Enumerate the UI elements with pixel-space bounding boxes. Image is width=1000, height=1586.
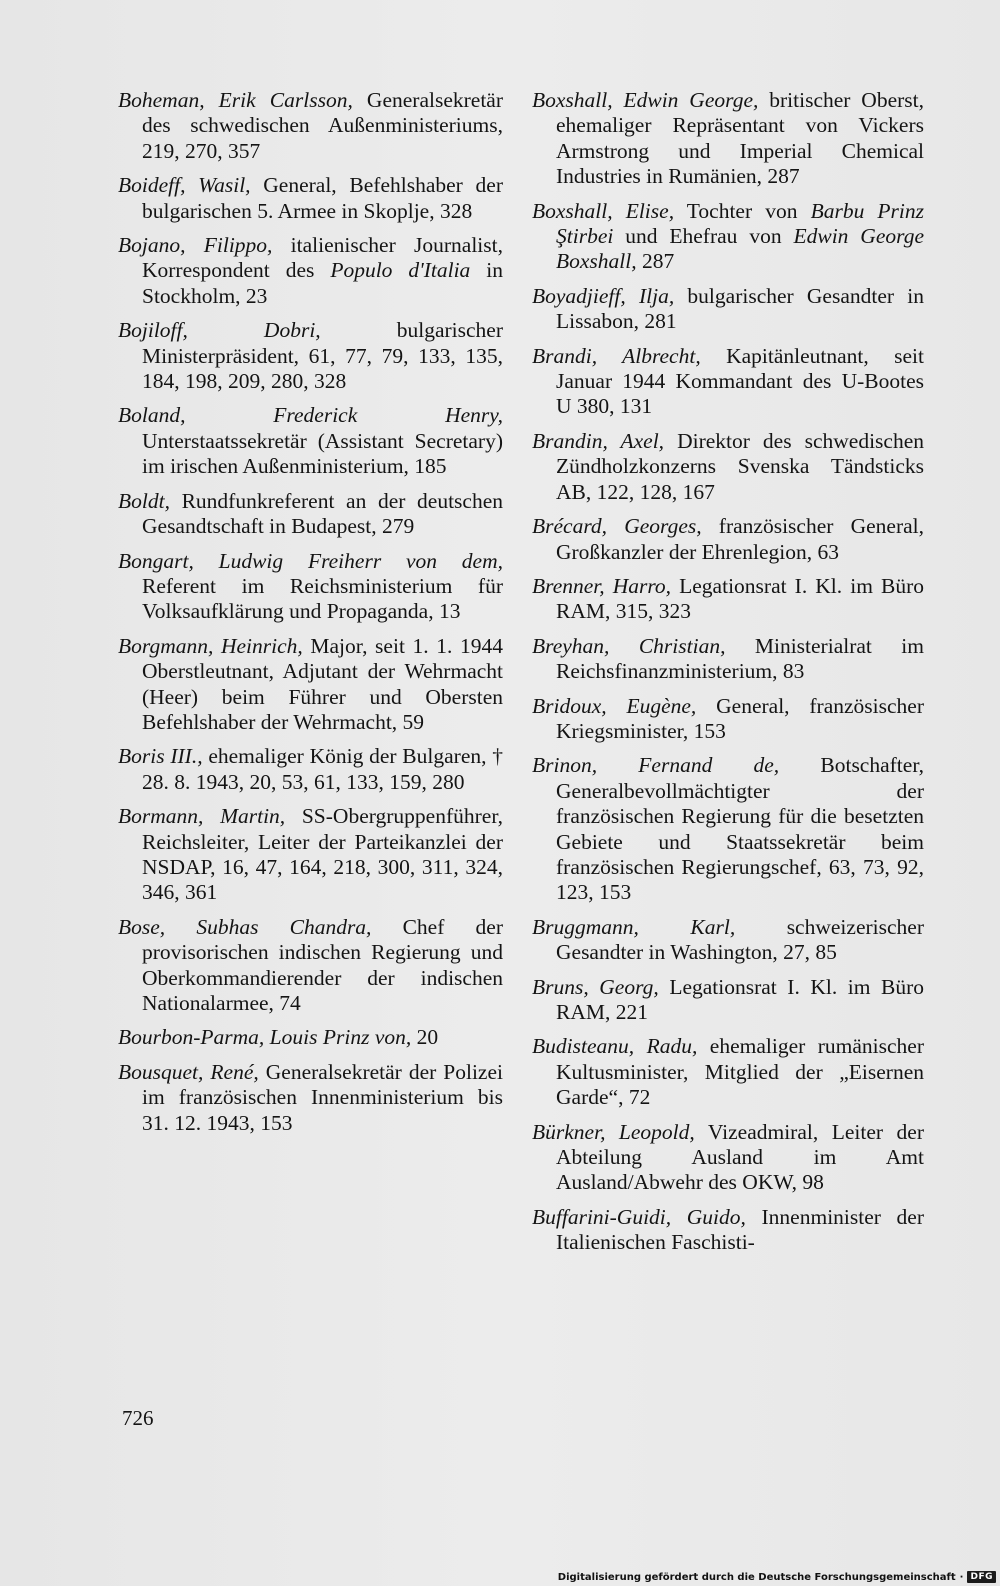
entry-name: Boldt, (118, 488, 170, 513)
entry-text: 20 (411, 1025, 439, 1050)
entry-name: Boxshall, Edwin George, (532, 88, 759, 112)
index-entry (532, 915, 924, 966)
index-column-right (532, 88, 924, 1265)
entry-text: ehemaliger König der Bulgaren, † 28. 8. 1943, 20, 53, 61, 133, 159, 280 (142, 744, 503, 794)
entry-italic: Edwin George Boxshall, (556, 224, 924, 274)
index-entry (532, 975, 924, 1026)
index-entry (118, 804, 503, 906)
entry-name: Bongart, Ludwig Freiherr von dem, (118, 548, 503, 573)
index-entry (118, 1025, 503, 1050)
index-entry (118, 233, 503, 309)
entry-name: Boland, Frederick Henry, (118, 403, 503, 428)
index-entry (118, 318, 503, 394)
entry-text: Direktor des schwedischen Zündholzkonzerns Svenska Tändsticks AB, 122, 128, 167 (556, 428, 924, 504)
entry-name: Boxshall, Elise, (532, 198, 675, 223)
entry-name: Buffarini-Guidi, Guido, (532, 1204, 746, 1229)
index-entry (118, 1060, 503, 1136)
entry-name: Breyhan, Christian, (532, 633, 726, 658)
digitization-footer: Digitalisierung gefördert durch die Deutsche Forschungsgemeinschaft · DFG (558, 1571, 996, 1583)
entry-tail: und Ehefrau von (613, 224, 794, 249)
entry-text: ehemaliger rumänischer Kultusminister, Mitglied der „Eisernen Garde“, 72 (556, 1034, 924, 1110)
entry-name: Bormann, Martin, (118, 804, 286, 829)
entry-text: italienischer Journalist, Korrespondent des (142, 233, 503, 283)
entry-text: britischer Oberst, ehemaliger Repräsentant von Vickers Armstrong und Imperial Chemical Industries in Rumänien, 287 (556, 88, 925, 189)
page-number: 726 (122, 1406, 154, 1430)
entry-italic: Barbu Prinz Ştirbei (556, 198, 924, 249)
entry-name: Bojiloff, Dobri, (118, 318, 321, 343)
entry-name: Brécard, Georges, (532, 514, 702, 539)
entry-text: Generalsekretär des schwedischen Außenministeriums, 219, 270, 357 (142, 88, 503, 163)
entry-name: Brandin, Axel, (532, 428, 665, 453)
index-entry (118, 173, 503, 224)
entry-text: schweizerischer Gesandter in Washington, 27, 85 (556, 914, 924, 965)
index-entry (532, 1205, 924, 1256)
index-entry (532, 1120, 924, 1196)
entry-text: Unterstaatssekretär (Assistant Secretary) im irischen Außenministerium, 185 (142, 428, 503, 479)
entry-name: Bousquet, René, (118, 1059, 259, 1084)
entry-name: Bridoux, Eugène, (532, 693, 697, 718)
entry-name: Boris III., (118, 744, 203, 769)
entry-name: Bruggmann, Karl, (532, 914, 736, 939)
index-entry (532, 1034, 924, 1110)
index-entry (532, 514, 924, 565)
entry-text: General, französischer Kriegsminister, 153 (556, 693, 924, 743)
entry-text: Kapitänleutnant, seit Januar 1944 Kommandant des U-Bootes U 380, 131 (556, 343, 924, 419)
entry-text: Referent im Reichsministerium für Volksaufklärung und Propaganda, 13 (142, 573, 503, 624)
entry-name: Brinon, Fernand de, (532, 753, 780, 778)
entry-text: Tochter von (674, 198, 811, 223)
index-entry (532, 694, 924, 745)
entry-tail: in Stockholm, 23 (142, 258, 503, 308)
entry-name: Bojano, Filippo, (118, 233, 273, 258)
entry-name: Boheman, Erik Carlsson, (118, 88, 353, 112)
entry-text: Ministerialrat im Reichsfinanzministerium, 83 (556, 633, 924, 684)
entry-name: Brandi, Albrecht, (532, 343, 701, 368)
index-entry (532, 634, 924, 685)
entry-text: bulgarischer Gesandter in Lissabon, 281 (556, 283, 925, 334)
index-entry (532, 344, 924, 420)
index-entry (532, 574, 924, 625)
entry-text: Major, seit 1. 1. 1944 Oberstleutnant, Adjutant der Wehrmacht (Heer) beim Führer und Obersten Befehlshaber der Wehrmacht, 59 (142, 633, 504, 734)
index-entry (118, 489, 503, 540)
entry-name: Brenner, Harro, (532, 573, 672, 598)
entry-text: General, Befehlshaber der bulgarischen 5. Armee in Skoplje, 328 (142, 173, 503, 223)
index-entry (118, 634, 503, 736)
index-entry (532, 753, 924, 905)
index-entry (118, 88, 503, 164)
entry-name: Bose, Subhas Chandra, (118, 914, 372, 939)
index-entry (532, 88, 924, 190)
index-entry (118, 549, 503, 625)
entry-text: Chef der provisorischen indischen Regierung und Oberkommandierender der indischen Nationalarmee, 74 (142, 914, 503, 1015)
entry-text: Innenminister der Italienischen Faschisti- (556, 1204, 925, 1255)
index-entry (118, 915, 503, 1017)
index-entry (532, 429, 924, 505)
index-entry (532, 284, 924, 335)
index-entry (532, 199, 924, 275)
dfg-logo-icon: DFG (967, 1571, 996, 1583)
entry-name: Boyadjieff, Ilja, (532, 283, 675, 308)
entry-name: Bürkner, Leopold, (532, 1119, 695, 1144)
footer-credit: Digitalisierung gefördert durch die Deutsche Forschungsgemeinschaft (557, 1571, 956, 1583)
entry-name: Borgmann, Heinrich, (118, 633, 303, 658)
entry-text: Legationsrat I. Kl. im Büro RAM, 315, 323 (556, 573, 924, 624)
entry-text: Botschafter, Generalbevollmächtigter der französischen Regierung für die besetzten Gebiete und Staatssekretär beim französischen Regierungschef, 63, 73, 92, 123, 153 (556, 753, 924, 905)
index-entry (118, 403, 503, 479)
entry-text: Rundfunkreferent an der deutschen Gesandtschaft in Budapest, 279 (142, 488, 503, 539)
entry-name: Budisteanu, Radu, (532, 1034, 698, 1059)
entry-name: Bruns, Georg, (532, 974, 659, 999)
index-entry (118, 744, 503, 795)
entry-text: Legationsrat I. Kl. im Büro RAM, 221 (556, 974, 924, 1024)
entry-text: bulgarischer Ministerpräsident, 61, 77, 79, 133, 135, 184, 198, 209, 280, 328 (142, 318, 503, 394)
entry-name: Boideff, Wasil, (118, 173, 251, 198)
index-column-left (118, 88, 503, 1145)
entry-text: Vizeadmiral, Leiter der Abteilung Ausland im Amt Ausland/Abwehr des OKW, 98 (556, 1119, 924, 1195)
entry-tail: 287 (636, 249, 675, 274)
entry-name: Bourbon-Parma, Louis Prinz von, (118, 1025, 412, 1050)
entry-text: SS-Obergruppenführer, Reichsleiter, Leiter der Parteikanzlei der NSDAP, 16, 47, 164, 218, 300, 311, 324, 346, 361 (142, 804, 503, 905)
entry-text: Generalsekretär der Polizei im französischen Innenministerium bis 31. 12. 1943, 153 (142, 1059, 503, 1135)
entry-italic: Populo d'Italia (330, 258, 471, 283)
entry-text: französischer General, Großkanzler der Ehrenlegion, 63 (556, 514, 924, 564)
